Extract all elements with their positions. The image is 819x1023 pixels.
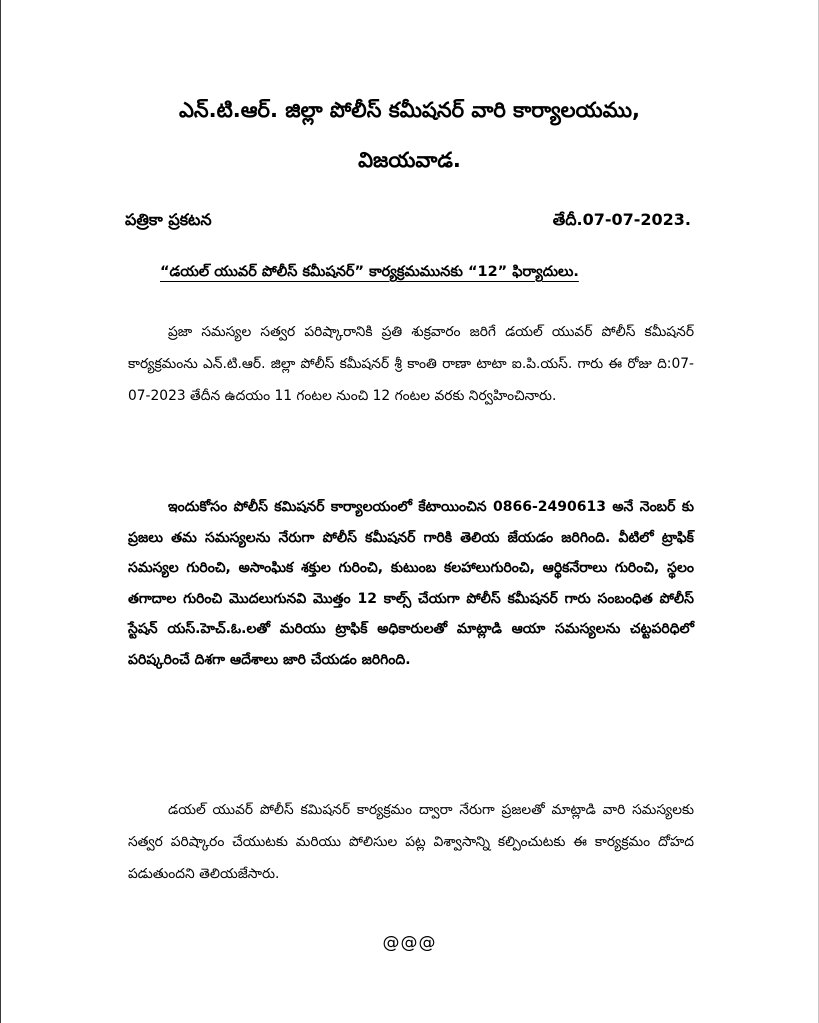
page-left-border — [0, 0, 1, 1023]
press-release-label: పత్రికా ప్రకటన — [125, 210, 212, 229]
paragraph-details: ఇందుకోసం పోలీస్ కమిషనర్ కార్యాలయంలో కేటాయించిన 0866-2490613 అనే నెంబర్ కు ప్రజలు తమ సమస్యలను నేరుగా పోలీస్ కమీషనర్ గారికి తెలియ జేయడం జరిగింది. వీటిలో ట్రాఫిక్ సమస్యల గురించి, అసాంఘిక శక్తుల గురించి, కుటుంబ కలహాలుగురించి, ఆర్థికనేరాలు గురించి, స్థలం తగాదాల గురించి మొదలుగునవి మొత్తం 12 కాల్స్ చేయగా పోలీస్ కమీషనర్ గారు సంబంధిత పోలీస్ స్టేషన్ యస్.హెచ్.ఓ.లతో మరియు ట్రాఫిక్ అధికారులతో మాట్లాడి ఆయా సమస్యలను చట్టపరిధిలో పరిష్కరించే దిశగా ఆదేశాలు జారి చేయడం జరిగింది. — [128, 499, 694, 668]
subject-heading: “డయల్ యువర్ పోలీస్ కమీషనర్” కార్యక్రమమునకు “12” ఫిర్యాదులు. — [160, 264, 579, 280]
release-date: తేదీ.07-07-2023. — [552, 210, 691, 229]
paragraph-intro: ప్రజా సమస్యల సత్వర పరిష్కారానికి ప్రతి శుక్రవారం జరిగే డయల్ యువర్ పోలీస్ కమీషనర్ కార్యక్రమంను ఎన్.టి.ఆర్. జిల్లా పోలీస్ కమీషనర్ శ్రీ కాంతి రాణా టాటా ఐ.పి.యస్. గారు ఈ రోజు ది:07-07-2023 తేదీన ఉదయం 11 గంటల నుంచి 12 గంటల వరకు నిర్వహించినారు. — [128, 324, 694, 404]
office-title: ఎన్.టి.ఆర్. జిల్లా పోలీస్ కమీషనర్ వారి కార్యాలయము, — [178, 98, 641, 122]
end-marker: @@@ — [382, 933, 437, 953]
paragraph-closing: డయల్ యువర్ పోలీస్ కమిషనర్ కార్యక్రమం ద్వారా నేరుగా ప్రజలతో మాట్లాడి వారి సమస్యలకు సత్వర పరిష్కారం చేయుటకు మరియు పోలిసుల పట్ల విశ్వాసాన్ని కల్పించుటకు ఈ కార్యక్రమం దోహద పడుతుందని తెలియజేసారు. — [128, 802, 694, 882]
office-city: విజయవాడ. — [358, 148, 461, 172]
